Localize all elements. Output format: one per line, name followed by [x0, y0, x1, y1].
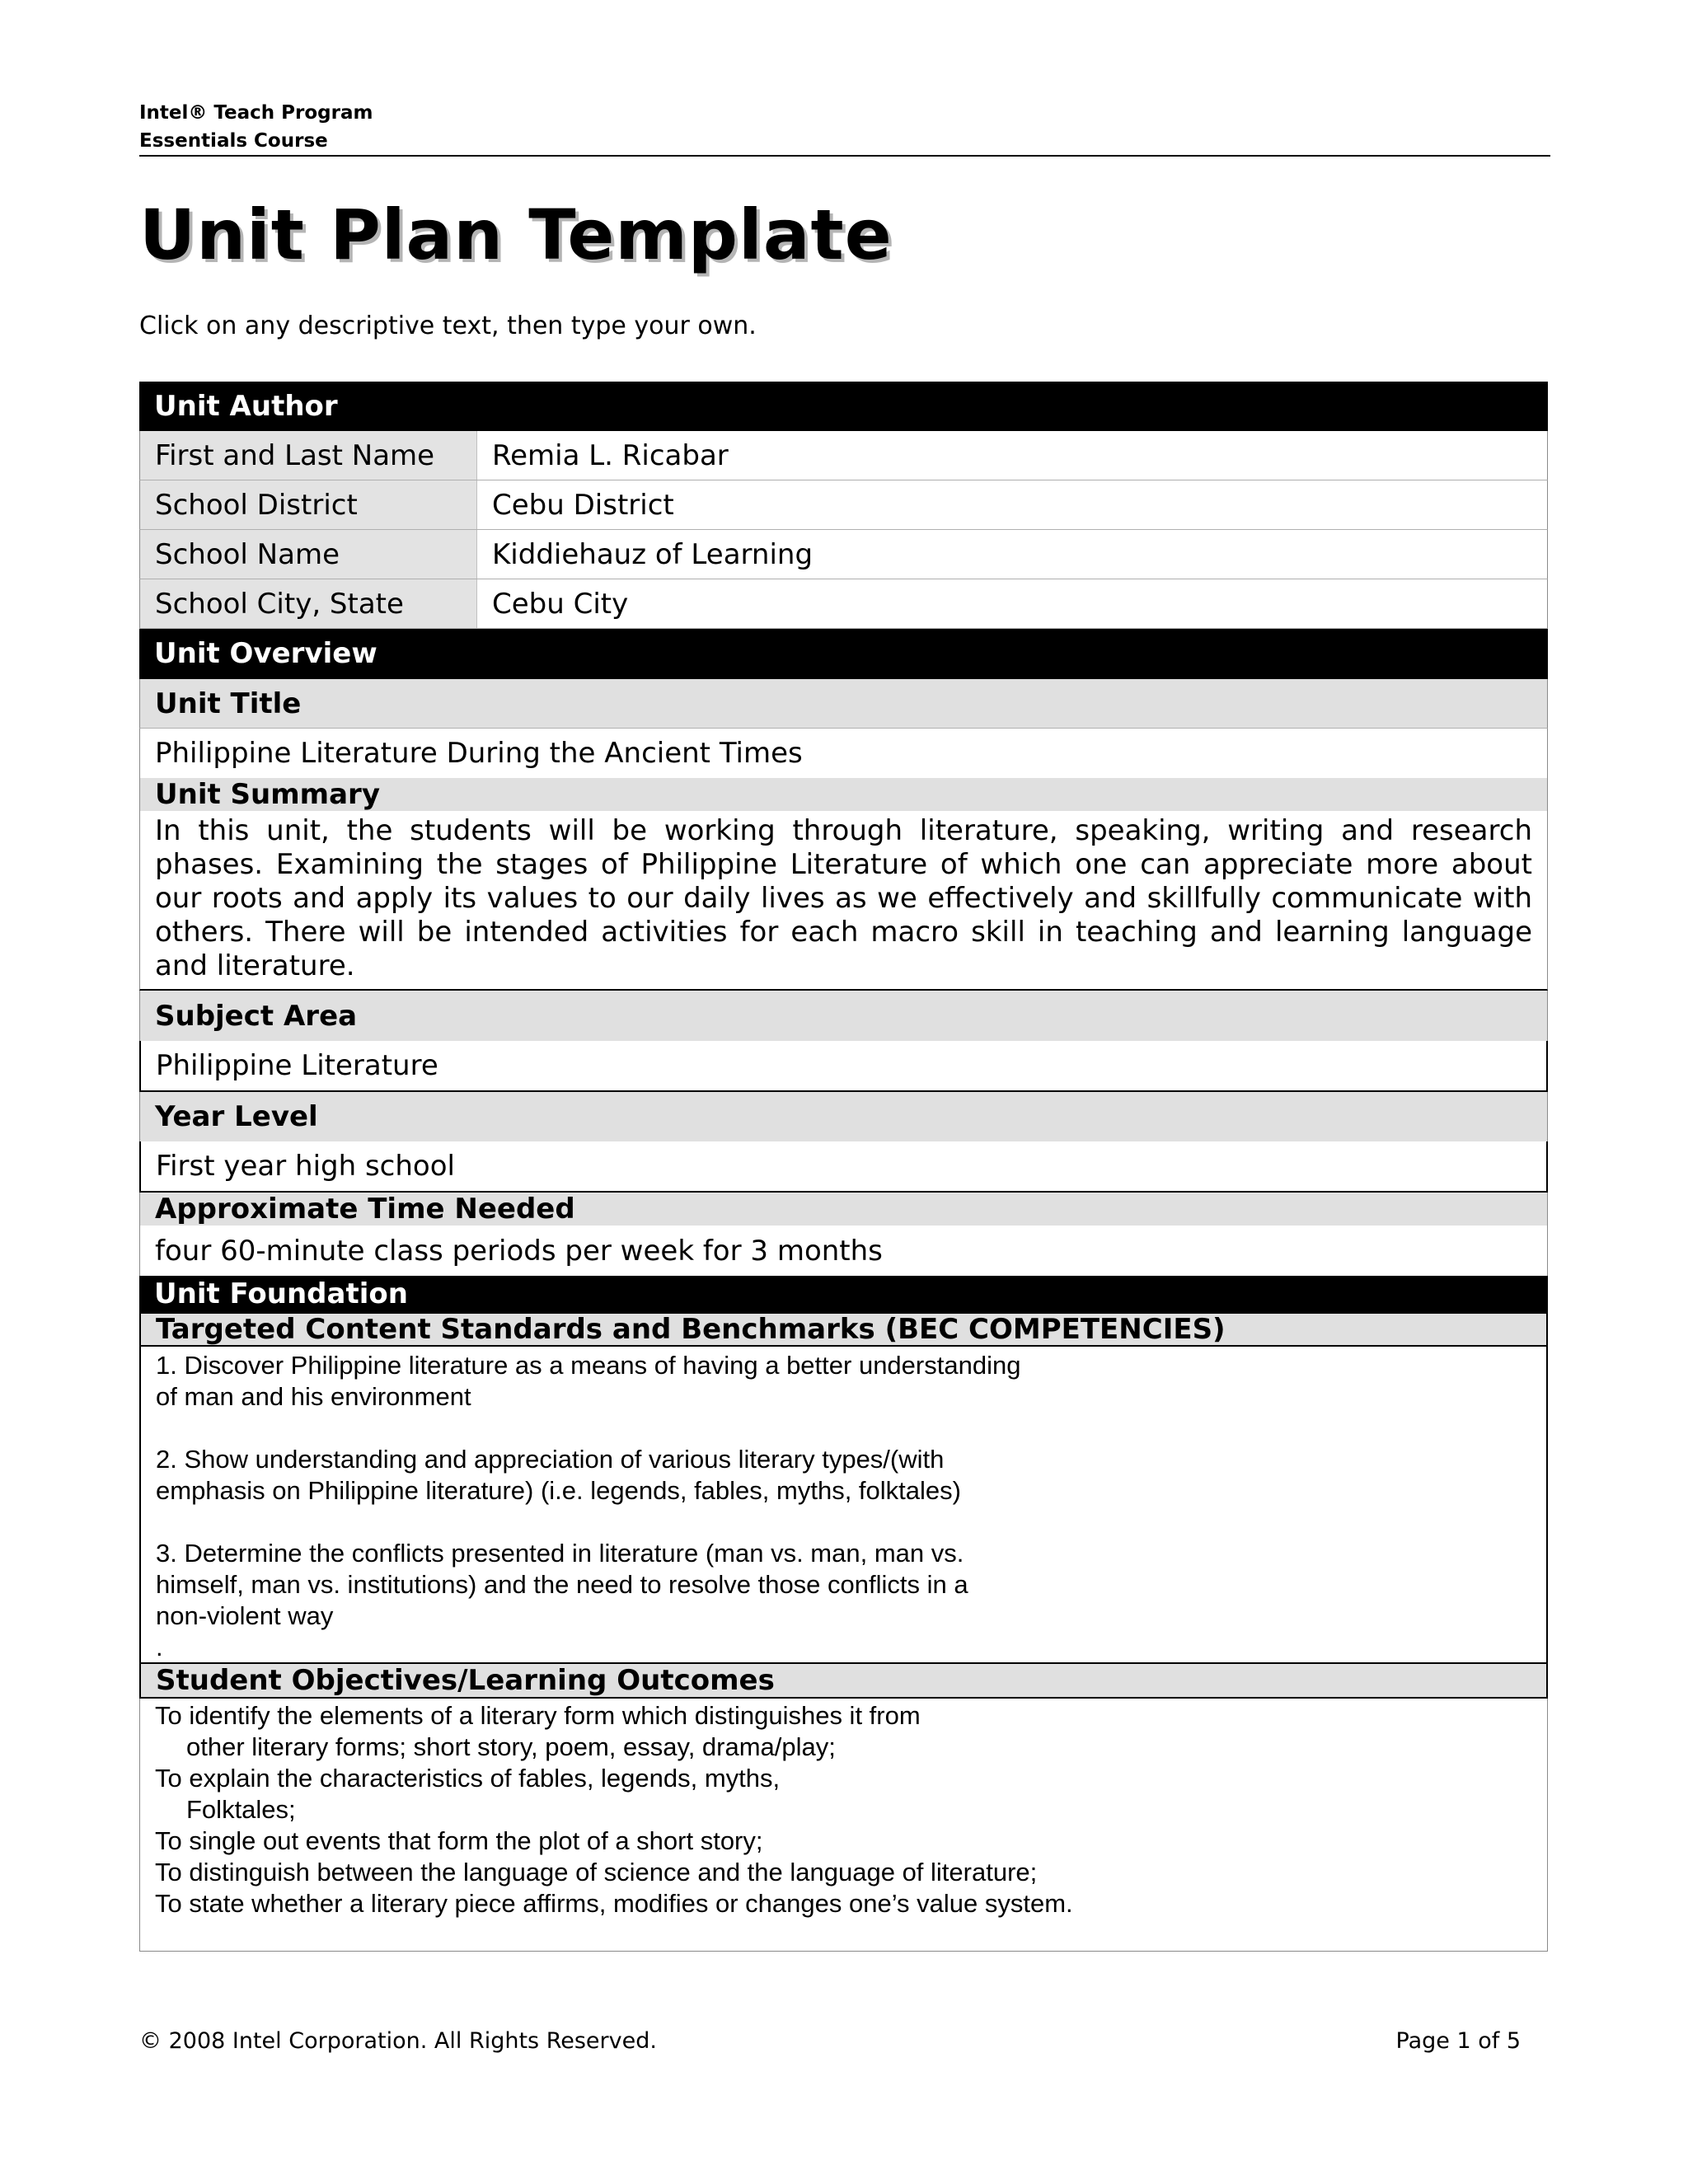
school-city-field[interactable]: Cebu City — [476, 579, 1547, 628]
author-name-field[interactable]: Remia L. Ricabar — [476, 431, 1547, 480]
objective-line: To state whether a literary piece affirms, modifies or changes one’s value system. — [155, 1889, 1073, 1918]
standard-line: emphasis on Philippine literature) (i.e. legends, fables, myths, folktales) — [156, 1476, 961, 1505]
standard-item — [156, 1444, 1531, 1507]
author-row-name — [139, 431, 1548, 480]
standard-line: 3. Determine the conflicts presented in literature (man vs. man, man vs. — [156, 1539, 964, 1568]
objective-line: other literary forms; short story, poem, essay, drama/play; — [186, 1732, 836, 1761]
year-level-field[interactable]: First year high school — [139, 1141, 1548, 1193]
objectives-label: Student Objectives/Learning Outcomes — [139, 1664, 1548, 1699]
objectives-field[interactable] — [139, 1699, 1548, 1952]
objective-line: To single out events that form the plot of a short story; — [155, 1826, 763, 1855]
objective-line: To explain the characteristics of fables, legends, myths, — [155, 1764, 781, 1793]
school-name-field[interactable]: Kiddiehauz of Learning — [476, 530, 1547, 579]
unit-foundation-heading: Unit Foundation — [139, 1276, 1548, 1312]
time-needed-field[interactable]: four 60-minute class periods per week for 3 months — [139, 1226, 1548, 1276]
standard-line: of man and his environment — [156, 1382, 471, 1411]
standard-line: non-violent way — [156, 1601, 334, 1630]
standards-field[interactable] — [139, 1347, 1548, 1664]
copyright-notice: © 2008 Intel Corporation. All Rights Reserved. — [139, 2028, 657, 2054]
page-header — [139, 99, 1550, 157]
field-label: School Name — [140, 530, 476, 579]
unit-summary-label: Unit Summary — [139, 778, 1548, 811]
unit-plan-table — [139, 382, 1548, 1952]
unit-summary-field[interactable]: In this unit, the students will be working through literature, speaking, writing and research phases. Examining the stages of Philippine Literature of which one can appreciate more about our roots and apply its values to our daily lives as we effectively and skillfully communicate with others. There will be intended activities for each macro skill in teaching and learning language and literature. — [139, 811, 1548, 991]
standard-item — [156, 1350, 1531, 1413]
program-name: Intel® Teach Program — [139, 102, 373, 124]
unit-author-heading: Unit Author — [139, 382, 1548, 431]
unit-overview-heading: Unit Overview — [139, 629, 1548, 679]
field-label: School District — [140, 480, 476, 529]
author-row-district — [139, 480, 1548, 530]
school-district-field[interactable]: Cebu District — [476, 480, 1547, 529]
subject-area-label: Subject Area — [139, 991, 1548, 1041]
standard-item — [156, 1538, 1531, 1663]
page-title: Unit Plan Template — [139, 194, 893, 275]
course-name: Essentials Course — [139, 127, 1550, 157]
objective-line: To distinguish between the language of science and the language of literature; — [155, 1858, 1038, 1886]
page-number: Page 1 of 5 — [1395, 2028, 1521, 2054]
subject-area-field[interactable]: Philippine Literature — [139, 1041, 1548, 1092]
time-needed-label: Approximate Time Needed — [139, 1193, 1548, 1226]
author-row-school — [139, 530, 1548, 579]
standard-line: 2. Show understanding and appreciation of various literary types/(with — [156, 1445, 945, 1474]
author-row-city — [139, 579, 1548, 629]
standard-line: 1. Discover Philippine literature as a means of having a better understanding — [156, 1351, 1021, 1380]
unit-title-label: Unit Title — [139, 679, 1548, 729]
standard-trailer: . — [156, 1633, 163, 1661]
objective-line: To identify the elements of a literary form which distinguishes it from — [155, 1701, 921, 1730]
year-level-label: Year Level — [139, 1092, 1548, 1141]
objective-line: Folktales; — [186, 1795, 296, 1824]
instruction-text: Click on any descriptive text, then type your own. — [139, 312, 757, 340]
standards-label: Targeted Content Standards and Benchmarks (BEC COMPETENCIES) — [139, 1312, 1548, 1347]
field-label: First and Last Name — [140, 431, 476, 480]
unit-title-field[interactable]: Philippine Literature During the Ancient Times — [139, 729, 1548, 778]
standard-line: himself, man vs. institutions) and the need to resolve those conflicts in a — [156, 1570, 968, 1599]
field-label: School City, State — [140, 579, 476, 628]
